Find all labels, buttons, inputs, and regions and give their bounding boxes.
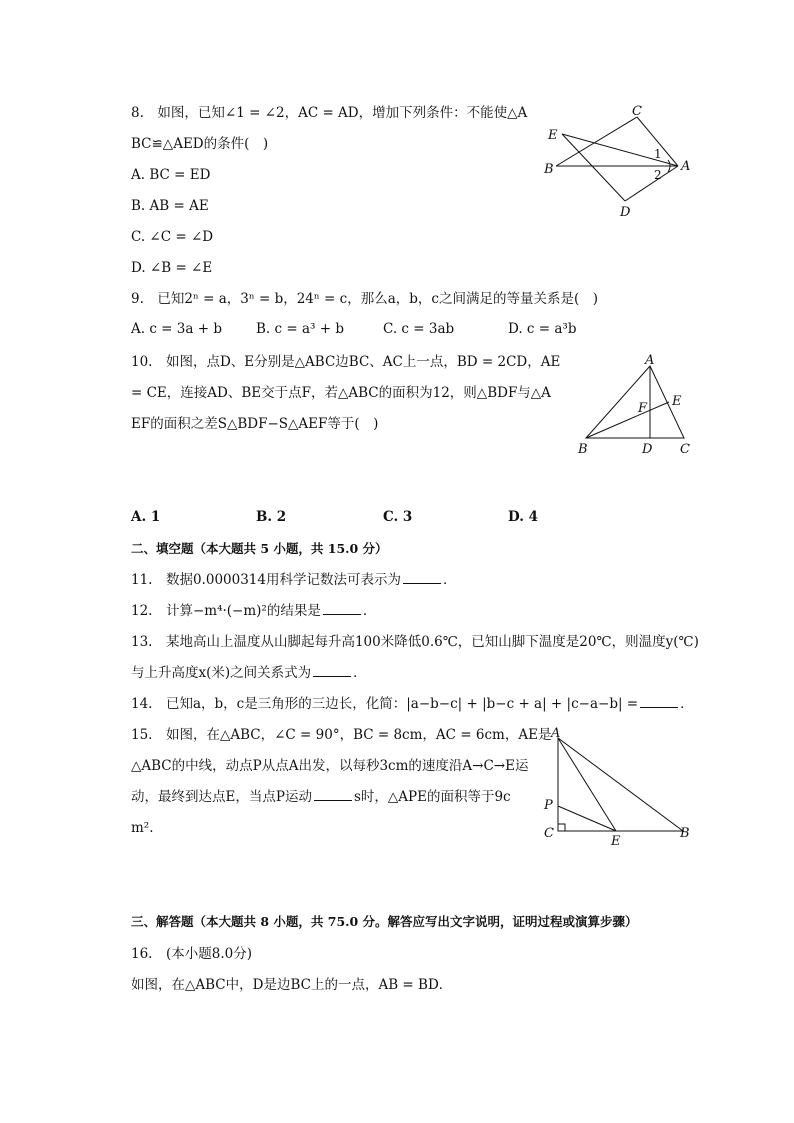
q13-line2-text: 与上升高度x(米)之间关系式为	[131, 665, 312, 681]
q13-tail: ．	[353, 665, 367, 681]
q10-option-d: D. 4	[508, 509, 539, 525]
q8-option-b: B. AB = AE	[131, 198, 209, 214]
q10-triangle-abc	[586, 366, 684, 438]
q12-answer-blank	[323, 602, 361, 615]
q9-options	[0, 321, 794, 339]
q15-line-pe	[558, 806, 616, 831]
q10-label-f: F	[638, 401, 648, 416]
q10-line-be	[586, 402, 669, 438]
q15-line3b: s时，△APE的面积等于9c	[353, 789, 511, 805]
q14	[131, 695, 694, 713]
q15-label-a: A	[551, 726, 561, 741]
q8-label-e: E	[548, 128, 558, 143]
q13-answer-blank	[313, 664, 351, 677]
q8-option-c: C. ∠C = ∠D	[131, 229, 214, 245]
q10-figure	[572, 352, 702, 460]
q9-option-b: B. c = a³ + b	[256, 321, 344, 337]
q11-text: 11. 数据0.0000314用科学记数法可表示为	[131, 572, 401, 588]
q14-text: 14. 已知a，b，c是三角形的三边长，化简：|a−b−c| + |b−c + a| + |c−a−b| =	[131, 696, 639, 712]
q15-label-e: E	[611, 834, 621, 849]
q9-stem: 9. 已知2ⁿ = a，3ⁿ = b，24ⁿ = c，那么a，b，c之间满足的等量关系是( )	[131, 291, 598, 307]
q10-option-a: A. 1	[131, 509, 161, 525]
q15-line-ae	[558, 738, 616, 831]
q9-option-a: A. c = 3a + b	[131, 321, 222, 337]
q8-stem-line2: BC≌△AED的条件( )	[131, 136, 269, 152]
q8-line-bc	[556, 117, 637, 166]
q8-label-a: A	[681, 159, 691, 174]
q8-label-angle1: 1	[654, 147, 662, 161]
q12-tail: ．	[362, 603, 377, 619]
q15-triangle-acb	[558, 738, 683, 831]
q15-line2: △ABC的中线，动点P从点A出发，以每秒3cm的速度沿A→C→E运	[131, 758, 529, 774]
q15-label-b: B	[680, 826, 690, 841]
q15-line3a: 动，最终到达点E，当点P运动	[131, 789, 312, 805]
q14-tail: ．	[680, 696, 694, 712]
q10-stem-line2: = CE，连接AD、BE交于点F，若△ABC的面积为12，则△BDF与△A	[131, 385, 551, 401]
q8-line-ed	[562, 134, 625, 201]
q11-tail: ．	[442, 572, 457, 588]
q10-stem-line3: EF的面积之差S△BDF−S△AEF等于( )	[131, 416, 379, 432]
q8-label-angle2: 2	[654, 168, 662, 182]
q14-answer-blank	[640, 695, 678, 708]
q15-label-c: C	[544, 826, 554, 841]
q10-label-d: D	[642, 442, 653, 457]
q8-option-d: D. ∠B = ∠E	[131, 260, 213, 276]
q15-label-p: P	[544, 798, 553, 813]
q8-line-da	[625, 166, 678, 201]
section3-heading: 三、解答题（本大题共 8 小题，共 75.0 分。解答应写出文字说明，证明过程或演算步骤）	[131, 914, 638, 929]
q16-header: 16. (本小题8.0分)	[131, 946, 252, 962]
q10-label-c: C	[680, 442, 690, 457]
q10-label-e: E	[672, 394, 682, 409]
q15-line4: m².	[131, 820, 154, 836]
q8-label-c: C	[632, 104, 642, 119]
q10-option-c: C. 3	[383, 509, 413, 525]
q12-text: 12. 计算−m⁴·(−m)²的结果是	[131, 603, 321, 619]
q15-line1: 15. 如图，在△ABC，∠C = 90°，BC = 8cm，AC = 6cm，AE是	[131, 727, 552, 743]
q9-option-d: D. c = a³b	[508, 321, 577, 337]
q10-option-b: B. 2	[256, 509, 287, 525]
q9-option-c: C. c = 3ab	[383, 321, 455, 337]
q8-label-d: D	[620, 205, 631, 220]
q8-option-a: A. BC = ED	[131, 167, 211, 183]
q13-line2	[131, 664, 367, 682]
q8-label-b: B	[544, 162, 554, 177]
q11-answer-blank	[403, 571, 441, 584]
section2-heading: 二、填空题（本大题共 5 小题，共 15.0 分）	[131, 541, 388, 556]
q11	[131, 571, 456, 589]
q13-line1: 13. 某地高山上温度从山脚起每升高100米降低0.6℃，已知山脚下温度是20℃，则温度y(℃)	[131, 634, 699, 650]
q15-figure	[538, 725, 698, 850]
q10-stem-line1: 10. 如图，点D、E分别是△ABC边BC、AC上一点，BD = 2CD，AE	[131, 354, 561, 370]
q15-right-angle-mark	[558, 824, 565, 831]
q8-stem-line1: 8. 如图，已知∠1 = ∠2，AC = AD，增加下列条件：不能使△A	[131, 105, 528, 121]
q16-text: 如图，在△ABC中，D是边BC上的一点，AB = BD．	[131, 977, 453, 993]
q10-label-b: B	[578, 442, 588, 457]
q10-options	[0, 509, 794, 527]
q15-answer-blank	[314, 788, 352, 801]
q12	[131, 602, 376, 620]
q15-line3	[131, 788, 511, 806]
q8-figure	[538, 100, 698, 222]
q10-label-a: A	[645, 353, 655, 368]
